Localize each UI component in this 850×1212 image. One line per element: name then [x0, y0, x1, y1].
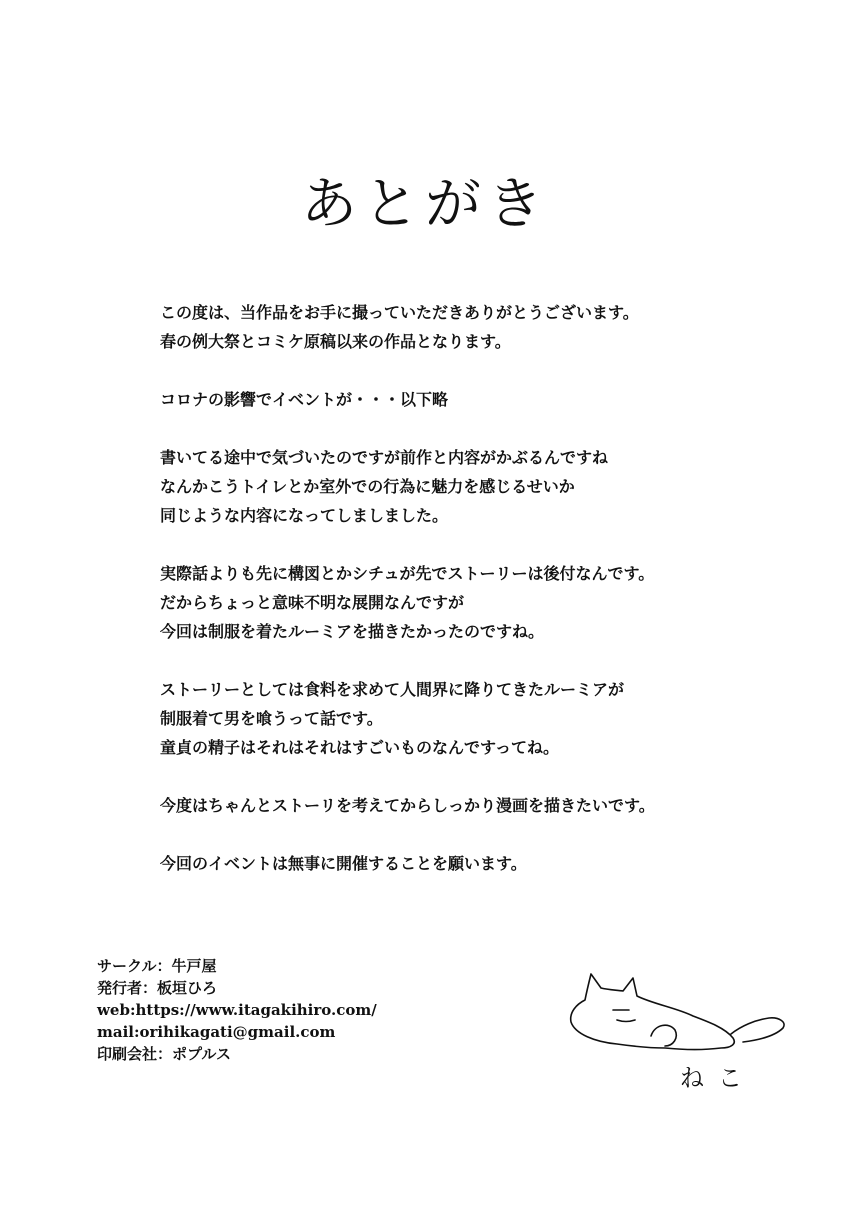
paragraph-6 [160, 791, 770, 820]
text-line: 書いてる途中で気づいたのですが前作と内容がかぶるんですね [160, 448, 609, 467]
publisher-name: 発行者：板垣ひろ [97, 979, 218, 997]
text-line: 童貞の精子はそれはそれはすごいものなんですってね。 [160, 738, 560, 757]
paragraph-5 [160, 675, 770, 762]
page-title: あとがき [301, 172, 549, 237]
text-line: この度は、当作品をお手に撮っていただきありがとうございます。 [160, 303, 639, 322]
paragraph-4 [160, 559, 770, 646]
text-line: 今回は制服を着たルーミアを描きたかったのですね。 [160, 622, 545, 641]
paragraph-1 [160, 298, 770, 356]
colophon [97, 955, 517, 1065]
paragraph-3 [160, 443, 770, 530]
text-line: コロナの影響でイベントが・・・以下略 [160, 390, 449, 409]
text-line: 制服着て男を喰うって話です。 [160, 709, 383, 728]
sketch-caption: ねこ [680, 1064, 756, 1092]
paragraph-7 [160, 849, 770, 878]
text-line: だからちょっと意味不明な展開なんですが [160, 593, 465, 612]
circle-name: サークル：牛戸屋 [97, 957, 217, 975]
text-line: 春の例大祭とコミケ原稿以来の作品となります。 [160, 332, 511, 351]
paragraph-2 [160, 385, 770, 414]
text-line: 今回のイベントは無事に開催することを願います。 [160, 854, 527, 873]
text-line: 今度はちゃんとストーリを考えてからしっかり漫画を描きたいです。 [160, 796, 655, 815]
text-line: なんかこうトイレとか室外での行為に魅力を感じるせいか [160, 477, 575, 496]
printer-name: 印刷会社：ポプルス [97, 1045, 231, 1063]
text-line: 実際話よりも先に構図とかシチュが先でストーリーは後付なんです。 [160, 564, 655, 583]
text-line: ストーリーとしては食料を求めて人間界に降りてきたルーミアが [160, 680, 625, 699]
contact-email: mail:orihikagati@gmail.com [97, 1023, 336, 1041]
website-url: web:https://www.itagakihiro.com/ [97, 1001, 377, 1019]
text-line: 同じような内容になってしましました。 [160, 506, 449, 525]
afterword-body [160, 298, 770, 907]
